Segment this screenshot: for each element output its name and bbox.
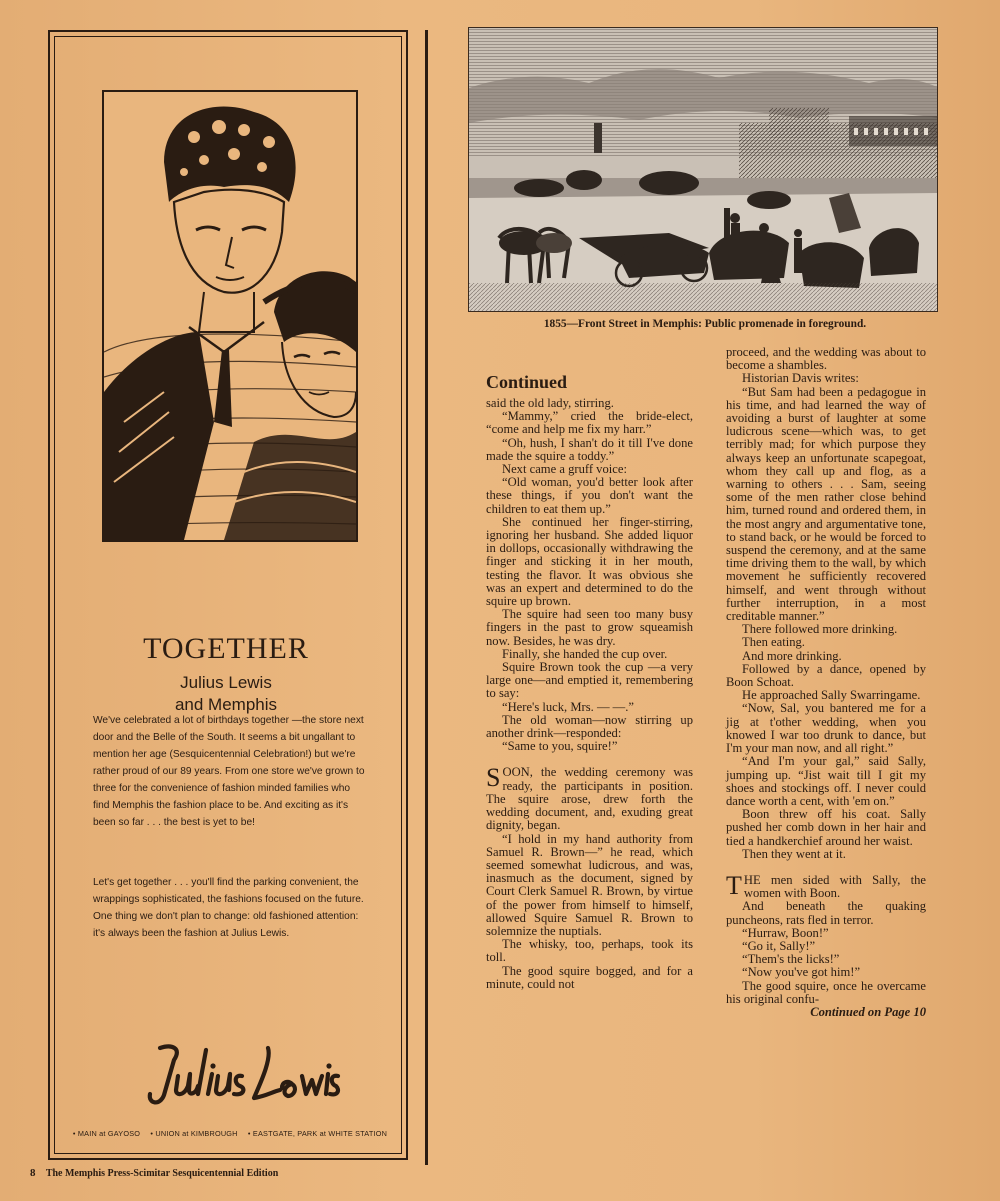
ad-subtitle-name: Julius Lewis [180, 673, 272, 692]
paragraph: The whisky, too, perhaps, took its toll. [486, 937, 693, 965]
paragraph: The old woman—now stirring up another drink—responded: [486, 712, 693, 741]
paragraph: And beneath the quaking puncheons, rats fled in terror. [726, 899, 926, 927]
paragraph: “And I'm your gal,” said Sally, jumping up. “Jist wait till I git my shoes and stockings off. I never could dance worth a cent, with 'em on.” [726, 754, 926, 808]
continued-on-page: Continued on Page 10 [810, 1004, 926, 1019]
paragraph: Boon threw off his coat. Sally pushed her comb down in her hair and tied a handkerchief around her waist. [726, 807, 926, 848]
paragraph: “Go it, Sally!” [742, 938, 816, 953]
paragraph: Next came a gruff voice: [502, 462, 627, 477]
signature-drawing [142, 1040, 342, 1110]
paragraph: The good squire bogged, and for a minute, could not [486, 963, 693, 991]
front-street-engraving [468, 27, 938, 312]
paragraph: “I hold in my hand authority from Samuel R. Brown—” he read, which seemed somewhat ludicrous, and was, inasmuch as the document, signed by Court Clerk Samuel R. Brown, by virtue of the power from himself to himself, allowed Squire Samuel R. Brown to solemnize the nuptials. [486, 831, 693, 938]
ad-paragraph-1: We've celebrated a lot of birthdays together —the store next door and the Belle of the South. It seems a bit ungallant to mention her age (Sesquicentennial Celebration!) but we're rather proud of our 89 years. From one store we've grown to three for the convenience of fashion minded families who find Memphis the fashion place to be. And exciting as it's been so far . . . the best is yet to be! [93, 715, 365, 828]
paragraph: Then eating. [742, 635, 805, 650]
paragraph: Followed by a dance, opened by Boon Schoat. [726, 661, 926, 690]
julius-lewis-signature-logo [142, 1040, 342, 1110]
article-column-1 [486, 397, 693, 991]
drop-cap: S [486, 763, 501, 793]
paragraph: And more drinking. [742, 648, 842, 663]
paragraph: The squire had seen too many busy fingers in the past to grow squeamish now. Besides, he was dry. [486, 607, 693, 648]
paragraph: She continued her finger-stirring, ignoring her husband. She added liquor in dollops, occasionally withdrawing the finger and sticking it in her mouth, testing the flavor. It was obvious she was an expert and determined to do the squire up brown. [486, 514, 693, 609]
paragraph: “Old woman, you'd better look after these things, if you don't want the children to eat them up.” [486, 475, 693, 516]
page-number: 8 [30, 1167, 36, 1179]
paragraph: “Oh, hush, I shan't do it till I've done made the squire a toddy.” [486, 435, 693, 463]
couple-illustration [102, 90, 358, 542]
paragraph: Historian Davis writes: [742, 371, 859, 386]
dropcap-paragraph [726, 870, 926, 901]
ad-subtitle-city: and Memphis [174, 695, 278, 714]
paragraph: He approached Sally Swarringame. [742, 688, 921, 703]
paragraph: Finally, she handed the cup over. [502, 646, 668, 661]
paragraph: “Here's luck, Mrs. — —.” [502, 699, 635, 714]
location-main: • MAIN at GAYOSO [72, 1129, 141, 1138]
paragraph: “But Sam had been a pedagogue in his time, and had learned the way of avoiding a burst of laughter at some ludicrous scene—which was, to get terribly mad; for which purpose they always keep an unfortunate scapegoat, whom they call up and flog, as a warning to others . . . Sam, seeing some of the men rather close behind him, turned round and ordered them, in the most angry and argumentative tone, to stand back, or he would be forced to suspend the ceremony, and at the same time driving them to the wall, by which movement he sufficiently recovered himself, and went through without further interruption, in a most creditable manner.” [726, 384, 926, 624]
paragraph: “Now, Sal, you bantered me for a jig at t'other wedding, when you knowed I war too drunk to dance, but I'm your man now, and all right.” [726, 701, 926, 756]
ad-headline: TOGETHER [143, 632, 309, 665]
page-footer [30, 1167, 278, 1179]
paragraph: Squire Brown took the cup —a very large one—and emptied it, remembering to say: [486, 660, 693, 701]
paragraph: proceed, and the wedding was about to become a shambles. [726, 345, 926, 373]
publication-name: The Memphis Press-Scimitar Sesquicentennial Edition [45, 1168, 279, 1179]
julius-lewis-advertisement [48, 30, 408, 1160]
paragraph: “Now you've got him!” [742, 965, 861, 980]
paragraph-text: OON, the wedding ceremony was ready, the participants in position. The squire arose, drew forth the wedding document, and, exuding great dignity, began. [486, 765, 693, 833]
paragraph: said the old lady, stirring. [486, 396, 614, 410]
article-heading: Continued [486, 372, 568, 392]
paragraph: There followed more drinking. [742, 622, 898, 637]
paragraph: “Them's the licks!” [742, 952, 840, 967]
ad-paragraph-2: Let's get together . . . you'll find the parking convenient, the wrappings sophisticated, the fashions focused on the future. One thing we don't plan to change: old fashioned attention: it's always been the fashion at Julius Lewis. [93, 877, 364, 939]
paragraph: “Hurraw, Boon!” [742, 925, 829, 940]
paragraph: The good squire, once he overcame his original confu- [726, 978, 926, 1006]
dropcap-paragraph [486, 763, 693, 833]
location-union: • UNION at KIMBROUGH [150, 1129, 238, 1138]
drop-cap: T [726, 870, 742, 900]
column-rule [425, 30, 428, 1165]
paragraph: Then they went at it. [742, 846, 846, 861]
engraving-caption: 1855—Front Street in Memphis: Public promenade in foreground. [543, 318, 867, 330]
store-locations [60, 1129, 400, 1138]
paragraph-text: HE men sided with Sally, the women with Boon. [743, 872, 926, 901]
article-column-2 [726, 346, 926, 1019]
paragraph: “Mammy,” cried the bride-elect, “come and help me fix my harr.” [486, 409, 693, 437]
location-eastgate: • EASTGATE, PARK at WHITE STATION [247, 1129, 388, 1138]
engraving-drawing [469, 28, 938, 312]
paragraph: “Same to you, squire!” [502, 739, 618, 754]
couple-drawing [104, 92, 356, 540]
